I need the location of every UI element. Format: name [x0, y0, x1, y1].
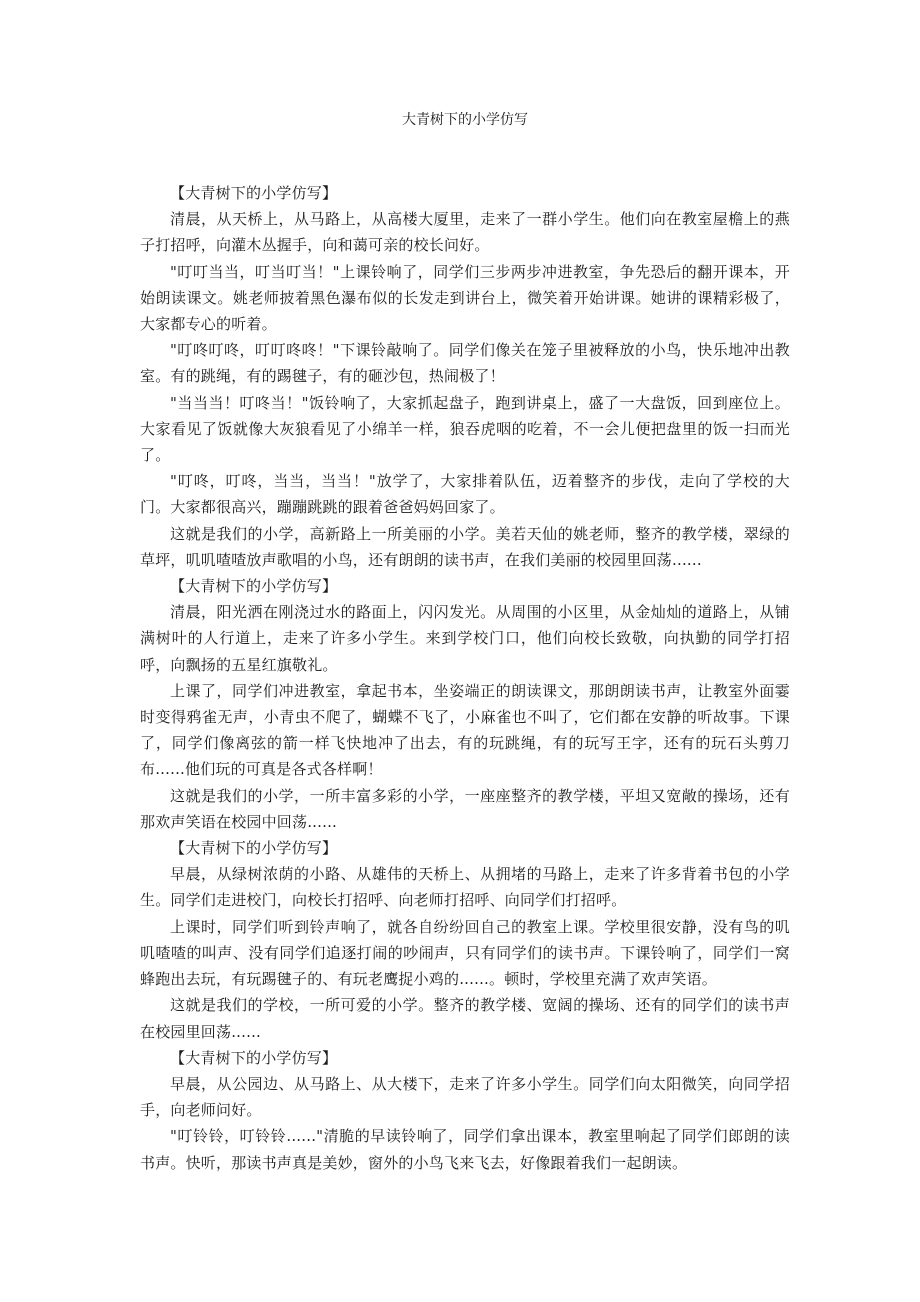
paragraph: 上课了，同学们冲进教室，拿起书本，坐姿端正的朗读课文，那朗朗读书声，让教室外面霎时变得鸦雀无声，小青虫不爬了，蝴蝶不飞了，小麻雀也不叫了，它们都在安静的听故事。下课了，同学们像离弦的箭一样飞快地冲了出去，有的玩跳绳，有的玩写王字，还有的玩石头剪刀布......他们玩的可真是各式各样啊！	[140, 681, 790, 779]
paragraph: 上课时，同学们听到铃声响了，就各自纷纷回自己的教室上课。学校里很安静，没有鸟的叽叽喳喳的叫声、没有同学们追逐打闹的吵闹声，只有同学们的读书声。下课铃响了，同学们一窝蜂跑出去玩，有玩踢毽子的、有玩老鹰捉小鸡的......。顿时，学校里充满了欢声笑语。	[140, 917, 790, 989]
paragraph-heading-4: 【大青树下的小学仿写】	[170, 1048, 338, 1067]
paragraph: "叮咚叮咚，叮叮咚咚！"下课铃敲响了。同学们像关在笼子里被释放的小鸟，快乐地冲出教室。有的跳绳，有的踢毽子，有的砸沙包，热闹极了！	[140, 341, 790, 386]
paragraph: 清晨，从天桥上，从马路上，从高楼大厦里，走来了一群小学生。他们向在教室屋檐上的燕子打招呼，向灌木丛握手，向和蔼可亲的校长问好。	[140, 210, 790, 255]
paragraph: "叮咚，叮咚，当当，当当！"放学了，大家排着队伍，迈着整齐的步伐，走向了学校的大门。大家都很高兴，蹦蹦跳跳的跟着爸爸妈妈回家了。	[140, 472, 790, 517]
paragraph: "当当当！叮咚当！"饭铃响了，大家抓起盘子，跑到讲桌上，盛了一大盘饭，回到座位上。大家看见了饭就像大灰狼看见了小绵羊一样，狼吞虎咽的吃着，不一会儿便把盘里的饭一扫而光了。	[140, 393, 790, 465]
paragraph: 清晨，阳光洒在刚浇过水的路面上，闪闪发光。从周围的小区里，从金灿灿的道路上，从铺满树叶的人行道上，走来了许多小学生。来到学校门口，他们向校长致敬，向执勤的同学打招呼，向飘扬的五星红旗敬礼。	[140, 603, 790, 674]
paragraph: "叮铃铃，叮铃铃......"清脆的早读铃响了，同学们拿出课本，教室里响起了同学们郎朗的读书声。快听，那读书声真是美妙，窗外的小鸟飞来飞去，好像跟着我们一起朗读。	[140, 1127, 790, 1172]
paragraph: 这就是我们的小学，一所丰富多彩的小学，一座座整齐的教学楼，平坦又宽敞的操场，还有那欢声笑语在校园中回荡......	[140, 786, 790, 831]
document-body	[140, 180, 790, 1176]
paragraph: 早晨，从公园边、从马路上、从大楼下，走来了许多小学生。同学们向太阳微笑，向同学招手，向老师问好。	[140, 1074, 790, 1120]
paragraph: "叮叮当当，叮当叮当！"上课铃响了，同学们三步两步冲进教室，争先恐后的翻开课本，开始朗读课文。姚老师披着黑色瀑布似的长发走到讲台上，微笑着开始讲课。她讲的课精彩极了，大家都专心的听着。	[140, 262, 790, 334]
paragraph-heading-3: 【大青树下的小学仿写】	[170, 839, 338, 858]
paragraph: 这就是我们的小学，高新路上一所美丽的小学。美若天仙的姚老师，整齐的教学楼，翠绿的草坪，叽叽喳喳放声歌唱的小鸟，还有朗朗的读书声，在我们美丽的校园里回荡......	[140, 524, 790, 569]
paragraph: 这就是我们的学校，一所可爱的小学。整齐的教学楼、宽阔的操场、还有的同学们的读书声在校园里回荡......	[140, 996, 790, 1041]
document-title: 大青树下的小学仿写	[402, 112, 528, 128]
document-page	[140, 110, 790, 1176]
paragraph-heading-1: 【大青树下的小学仿写】	[170, 184, 338, 202]
paragraph-heading-2: 【大青树下的小学仿写】	[170, 577, 338, 596]
paragraph: 早晨，从绿树浓荫的小路、从雄伟的天桥上、从拥堵的马路上，走来了许多背着书包的小学生。同学们走进校门，向校长打招呼、向老师打招呼、向同学们打招呼。	[140, 865, 790, 910]
